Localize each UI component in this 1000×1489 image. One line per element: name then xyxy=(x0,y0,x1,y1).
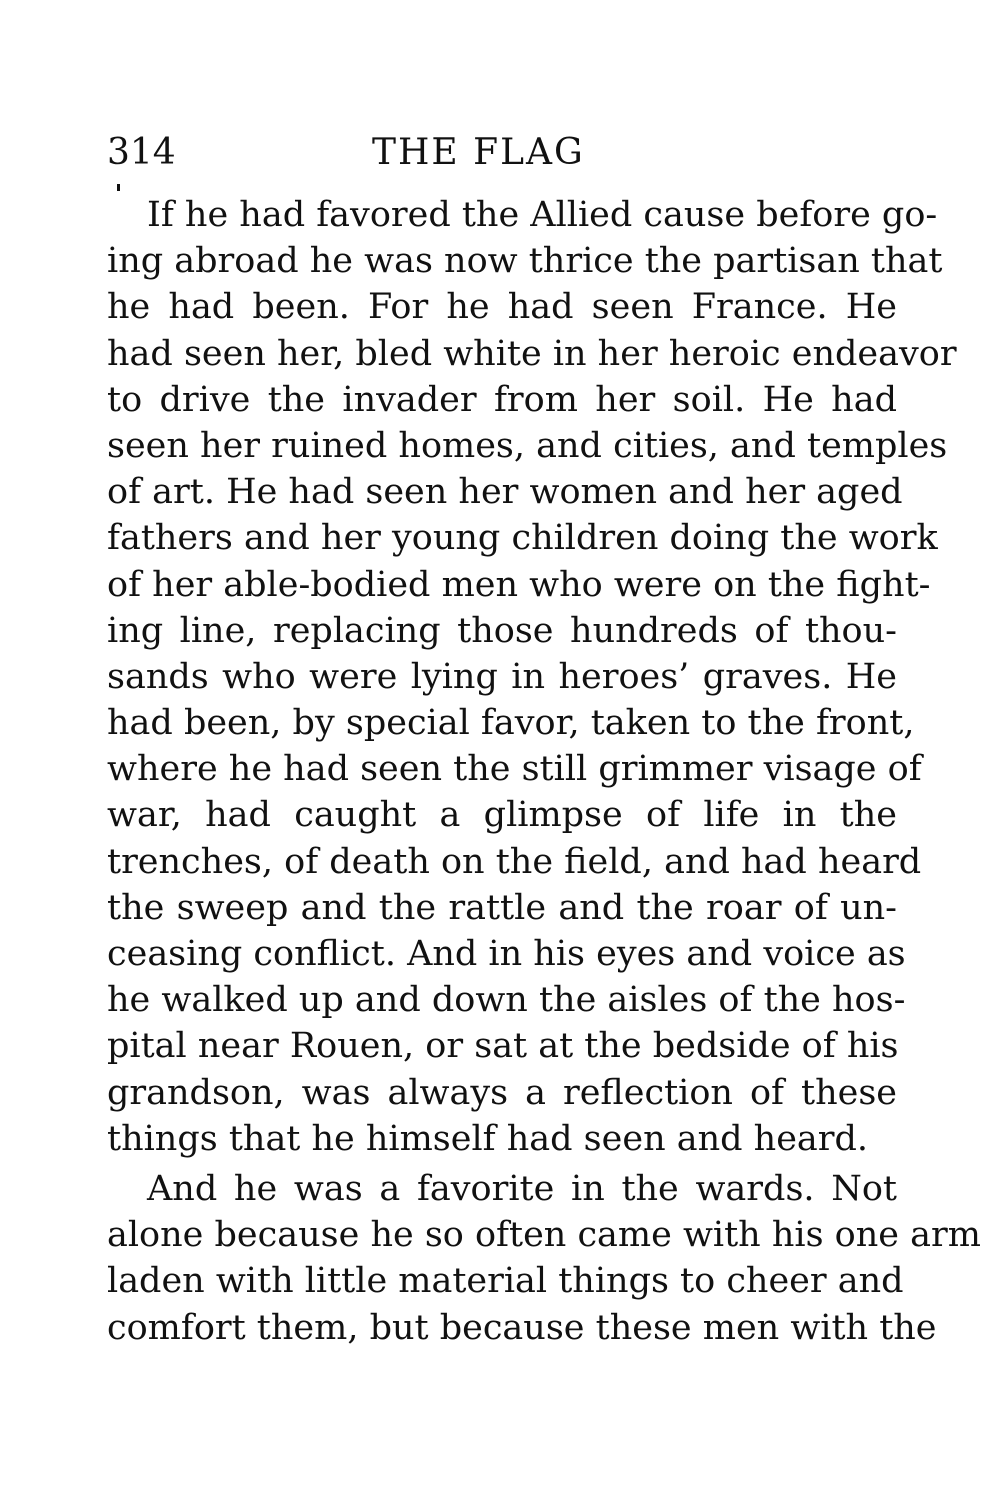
text-line: of her able-bodied men who were on the fight- xyxy=(107,564,931,605)
text-line: And he was a favorite in the wards. Not xyxy=(147,1168,897,1209)
text-line: to drive the invader from her soil. He had xyxy=(107,379,897,420)
page-number: 314 xyxy=(107,132,176,173)
text-line: ing line, replacing those hundreds of thou- xyxy=(107,610,897,651)
text-line: If he had favored the Allied cause before go- xyxy=(147,195,938,235)
text-line: where he had seen the still grimmer visage of xyxy=(107,749,922,790)
running-title: THE FLAG xyxy=(372,132,585,173)
paragraph-1 xyxy=(107,192,957,1162)
text-line: the sweep and the rattle and the roar of un- xyxy=(107,887,897,928)
text-line: seen her ruined homes, and cities, and temples xyxy=(107,425,948,466)
text-line: grandson, was always a reflection of these xyxy=(107,1072,897,1113)
running-head xyxy=(107,128,897,178)
text-line: pital near Rouen, or sat at the bedside of his xyxy=(107,1026,899,1067)
body-text xyxy=(107,192,981,1351)
text-line: alone because he so often came with his one arm xyxy=(107,1215,981,1256)
stray-ink-mark xyxy=(117,184,120,191)
text-line: comfort them, but because these men with the xyxy=(107,1307,937,1348)
text-line: of art. He had seen her women and her aged xyxy=(107,472,903,513)
text-line: fathers and her young children doing the work xyxy=(107,518,938,559)
text-line: ceasing conflict. And in his eyes and voice as xyxy=(107,934,906,974)
text-line: sands who were lying in heroes’ graves. He xyxy=(107,656,897,697)
text-line: he had been. For he had seen France. He xyxy=(107,287,897,328)
text-line: trenches, of death on the field, and had heard xyxy=(107,841,922,882)
text-line: had been, by special favor, taken to the front, xyxy=(107,703,915,744)
text-line: had seen her, bled white in her heroic endeavor xyxy=(107,333,957,374)
text-line: ing abroad he was now thrice the partisan that xyxy=(107,241,943,282)
text-line: war, had caught a glimpse of life in the xyxy=(107,795,897,836)
paragraph-2 xyxy=(107,1166,981,1351)
text-line: he walked up and down the aisles of the hos- xyxy=(107,980,906,1021)
text-line: things that he himself had seen and heard. xyxy=(107,1118,869,1159)
text-line: laden with little material things to cheer and xyxy=(107,1261,904,1302)
